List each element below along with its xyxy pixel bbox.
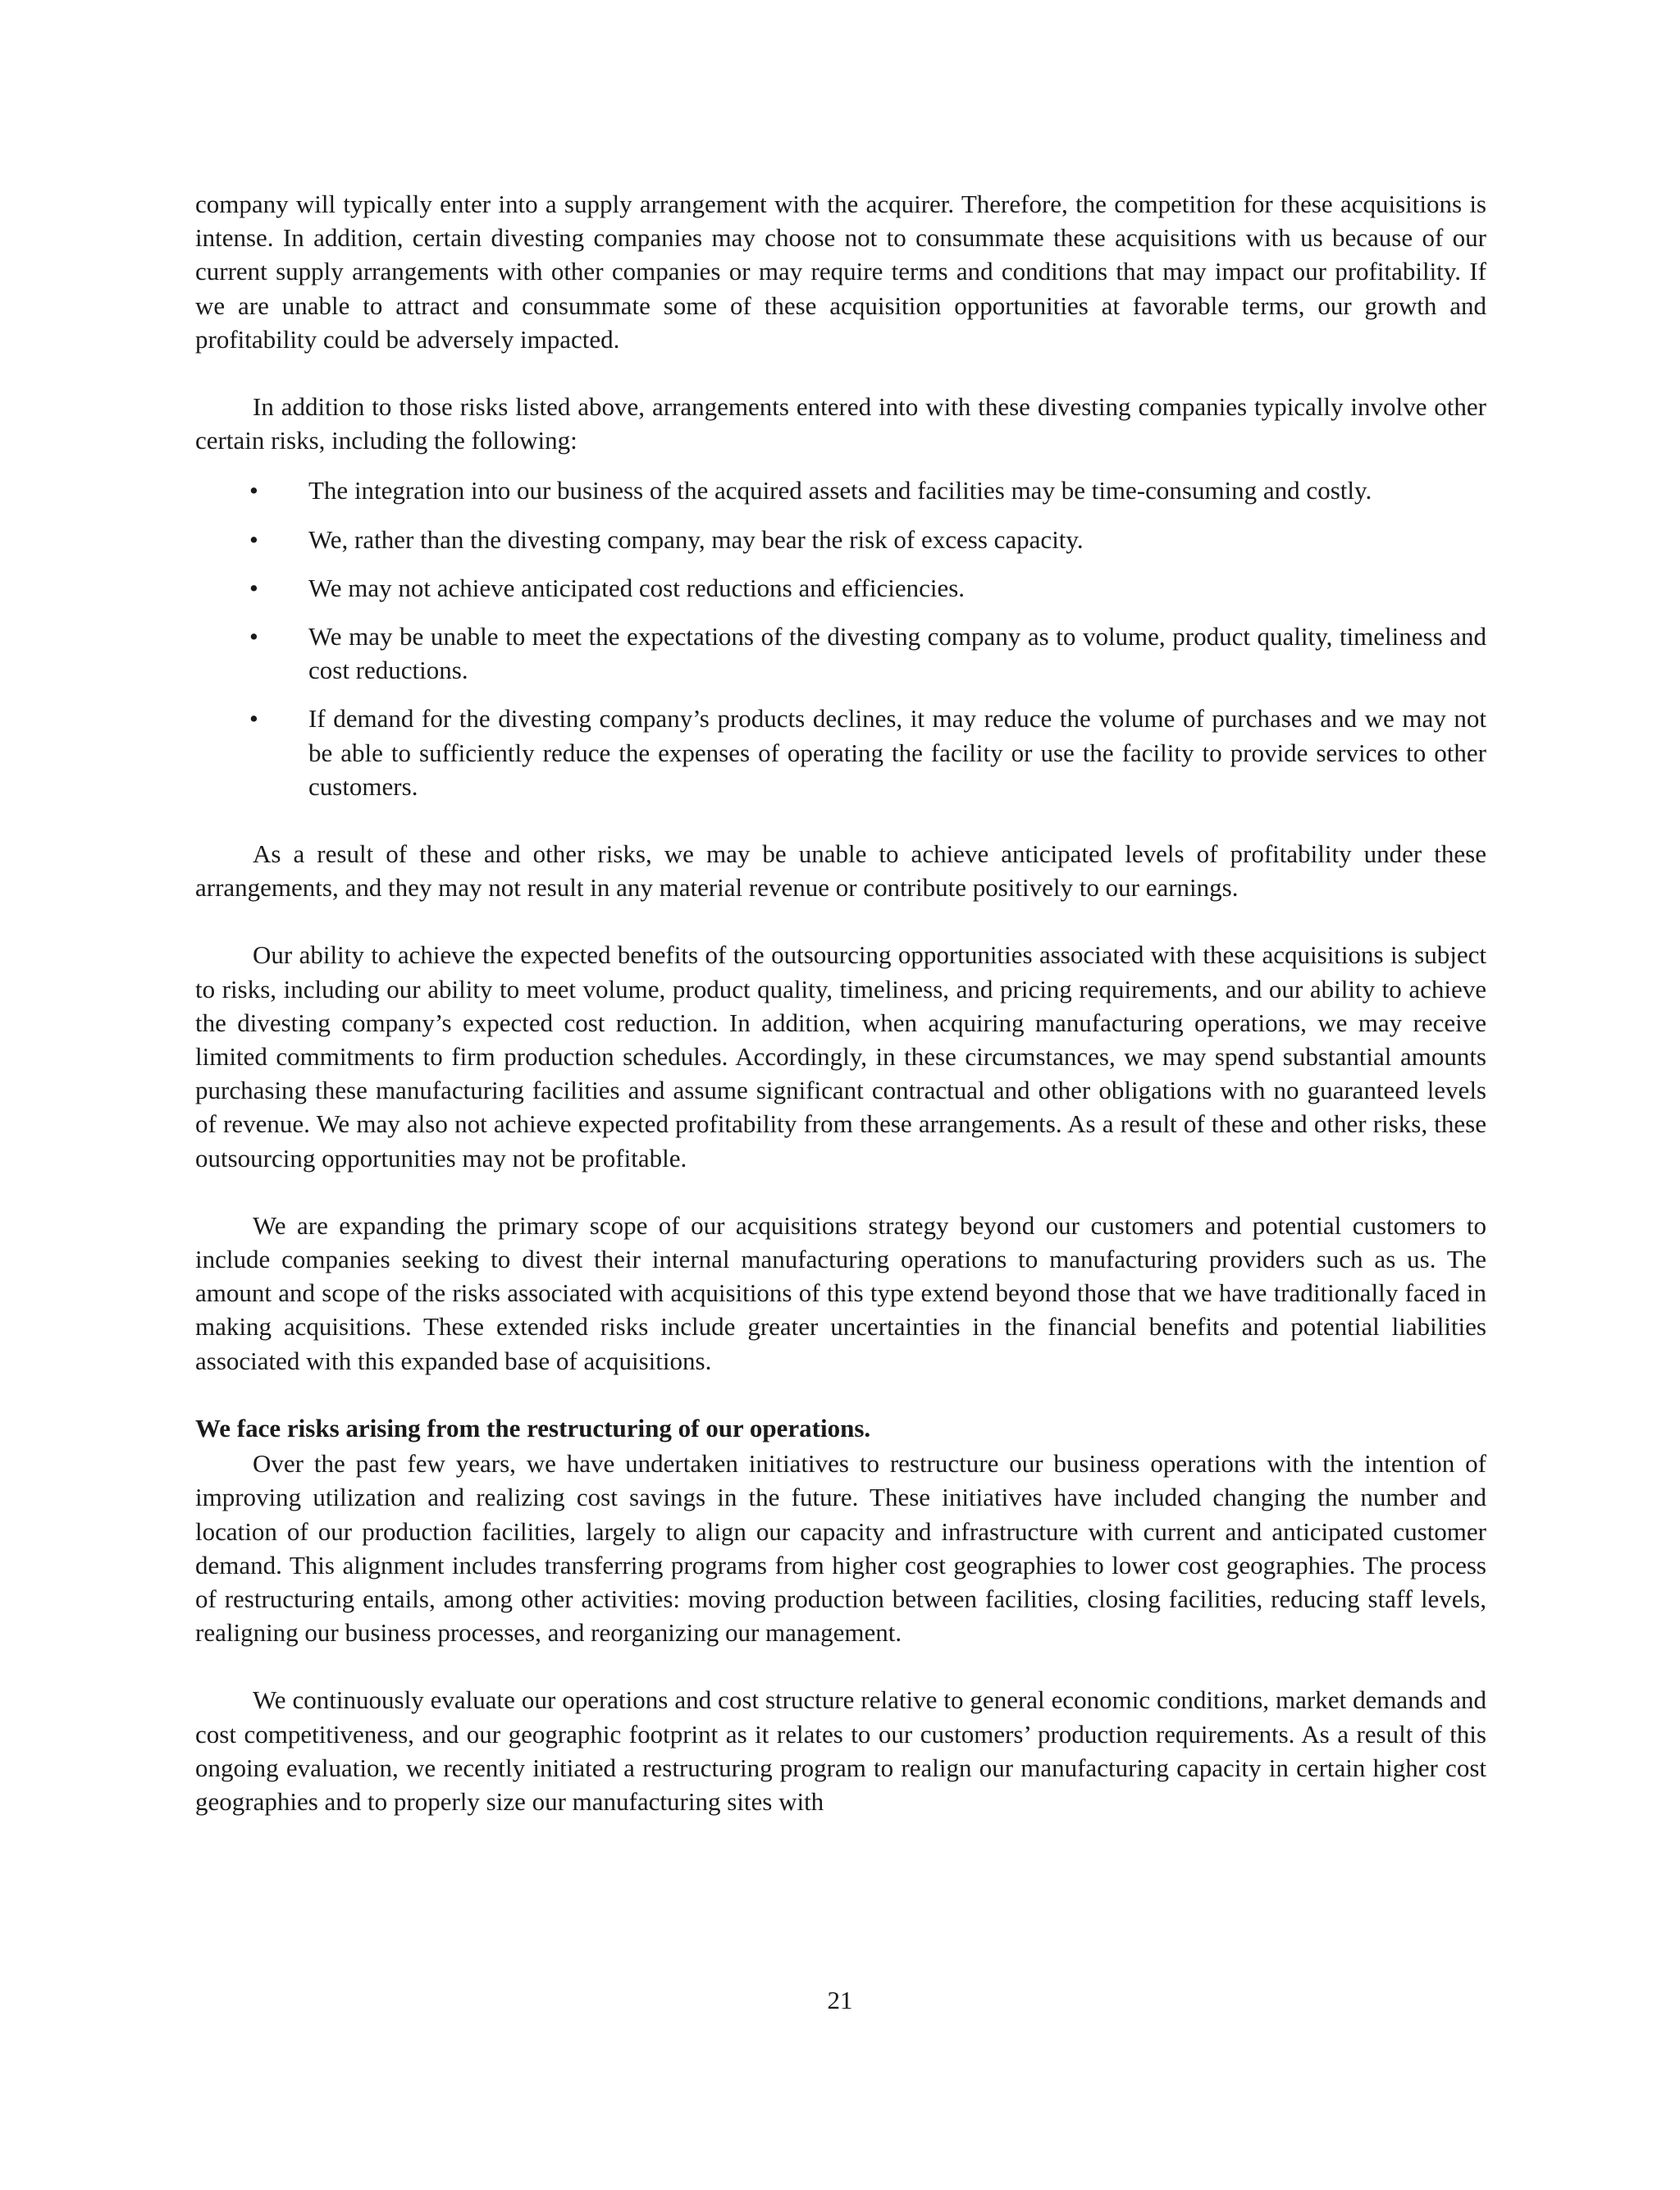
list-item [195, 620, 1486, 687]
paragraph-continuous-evaluation: We continuously evaluate our operations and cost structure relative to general economic conditions, market demands and cost competitiveness, and our geographic footprint as it relates to our customers’ production requirements. As a result of this ongoing evaluation, we recently initiated a restructuring program to realign our manufacturing capacity in certain higher cost geographies and to properly size our manufacturing sites with [195, 1685, 1486, 1816]
paragraph-risks-intro: In addition to those risks listed above, arrangements entered into with these divesting companies typically involve other certain risks, including the following: [195, 392, 1486, 455]
bullet-icon: • [249, 704, 258, 734]
bullet-text: We, rather than the divesting company, may bear the risk of excess capacity. [308, 524, 1084, 554]
list-item [195, 473, 1486, 507]
page-number: 21 [827, 1986, 853, 2014]
risk-bullet-list [195, 473, 1486, 803]
bullet-icon: • [249, 476, 258, 505]
bullet-text: If demand for the divesting company’s products declines, it may reduce the volume of purchases and we may not be able to sufficiently reduce the expenses of operating the facility or use the facility to provide services to other customers. [308, 704, 1486, 801]
paragraph-outsourcing-benefits: Our ability to achieve the expected benefits of the outsourcing opportunities associated with these acquisitions is subject to risks, including our ability to meet volume, product quality, timeliness, and pricing requirements, and our ability to achieve the divesting company’s expected cost reduction. In addition, when acquiring manufacturing operations, we may receive limited commitments to firm production schedules. Accordingly, in these circumstances, we may spend substantial amounts purchasing these manufacturing facilities and assume significant contractual and other obligations with no guaranteed levels of revenue. We may also not achieve expected profitability from these arrangements. As a result of these and other risks, these outsourcing opportunities may not be profitable. [195, 940, 1486, 1173]
list-item [195, 523, 1486, 556]
paragraph-profitability: As a result of these and other risks, we may be unable to achieve anticipated levels of profitability under these arrangements, and they may not result in any material revenue or contribute positively to our earnings. [195, 839, 1486, 903]
bullet-icon: • [249, 573, 258, 602]
paragraph-restructuring-initiatives: Over the past few years, we have undertaken initiatives to restructure our business operations with the intention of improving utilization and realizing cost savings in the future. These initiatives have included changing the number and location of our production facilities, largely to align our capacity and infrastructure with current and anticipated customer demand. This alignment includes transferring programs from higher cost geographies to lower cost geographies. The process of restructuring entails, among other activities: moving production between facilities, closing facilities, reducing staff levels, realigning our business processes, and reorganizing our management. [195, 1449, 1486, 1648]
paragraph-acquisition-scope: We are expanding the primary scope of our acquisitions strategy beyond our customers and potential customers to include companies seeking to divest their internal manufacturing operations to manufacturing providers such as us. The amount and scope of the risks associated with acquisitions of this type extend beyond those that we have traditionally faced in making acquisitions. These extended risks include greater uncertainties in the financial benefits and potential liabilities associated with this expanded base of acquisitions. [195, 1210, 1486, 1375]
list-item [195, 702, 1486, 803]
bullet-text: We may be unable to meet the expectations of the divesting company as to volume, product quality, timeliness and cost reductions. [308, 622, 1486, 685]
list-item [195, 571, 1486, 605]
paragraph-continued: company will typically enter into a supply arrangement with the acquirer. Therefore, the competition for these acquisitions is intense. In addition, certain divesting companies may choose not to consummate these acquisitions with us because of our current supply arrangements with other companies or may require terms and conditions that may impact our profitability. If we are unable to attract and consummate some of these acquisition opportunities at favorable terms, our growth and profitability could be adversely impacted. [195, 190, 1486, 354]
bullet-icon: • [249, 524, 258, 554]
bullet-text: We may not achieve anticipated cost reductions and efficiencies. [308, 573, 966, 602]
bullet-icon: • [249, 622, 258, 652]
section-heading: We face risks arising from the restructuring of our operations. [195, 1413, 871, 1442]
bullet-text: The integration into our business of the acquired assets and facilities may be time-consuming and costly. [308, 476, 1372, 505]
page-content [195, 187, 1486, 1852]
